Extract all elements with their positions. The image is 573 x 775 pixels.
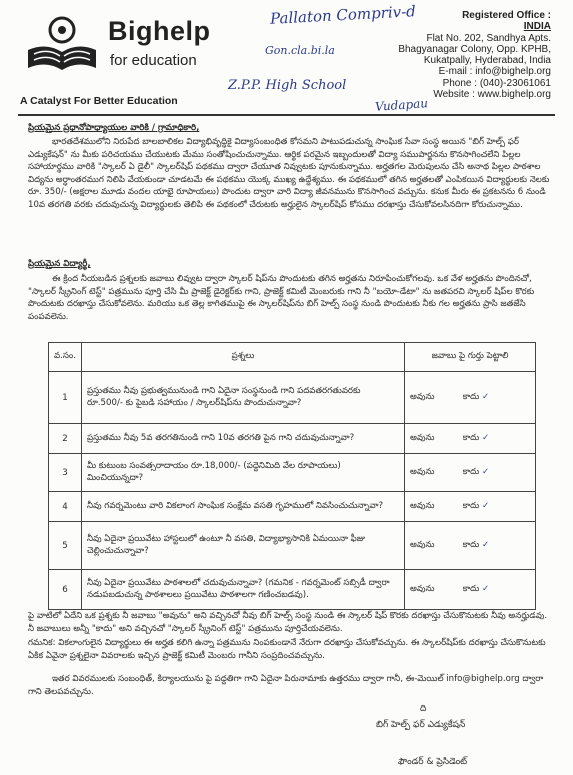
column-header-no: వ.సం. bbox=[49, 343, 82, 372]
office-line: Kukatpally, Hyderabad, India bbox=[423, 55, 551, 67]
tick-mark-icon: ✓ bbox=[481, 500, 490, 511]
tagline: A Catalyst For Better Education bbox=[20, 95, 178, 107]
signature-role: ఫౌండర్ & ప్రెసిడెంట్ bbox=[398, 757, 468, 767]
table-row bbox=[49, 372, 536, 424]
row-question: నీవు ఏదైనా ప్రయివేటు పాఠశాలలో చదువుచున్నావా? (గమనిక - గవర్నమెంట్ సబ్సిడీ ద్వారా నడుపబడుచున్న పాఠశాలలు ప్రయివేటు పాఠశాలగా గణించబడవు). bbox=[81, 570, 404, 610]
table-row bbox=[49, 424, 536, 454]
instructions-paragraph: ఈ క్రింద నీయబడిన ప్రశ్నలకు జవాబు లివ్వుట ద్వారా స్కాలర్ షిప్‌ను పొందుటకు తగిన అర్హతను నిరూపించుకోగలవు. ఒక వేళ అర్హతను పొందినచో, "స్కాలర్ స్క్రీనింగ్ టెస్ట్" పత్రమును పూర్తి చేసి మీ ప్రాజెక్ట్ డైరెక్టర్‌కు గాని, ప్రాజెక్ట్ కమిటీ మెంబరుకు గాని నీ "బయో-డేటా" ను జతపరచి స్కాలర్ షిప్‌ల కొరకు పొందుటకు దరఖాస్తు చేసుకోవలెను. మరియు ఒక తెల్ల కాగితముపై ఈ స్కాలర్‌షిప్‌ను బిగ్ హెల్ప్ సంస్థ నుండి పొందుటకు నీకు గల అర్హతను ప్రాసి జతజేసి పంపవలెను. bbox=[28, 274, 535, 322]
eligibility-table bbox=[48, 342, 536, 610]
tick-mark-icon: ✓ bbox=[481, 391, 490, 402]
row-number: 6 bbox=[49, 570, 82, 610]
answer-cell bbox=[405, 372, 536, 424]
office-website: Website : www.bighelp.org bbox=[433, 89, 551, 101]
registered-office bbox=[351, 10, 551, 100]
row-number: 5 bbox=[49, 522, 82, 570]
office-line: Bhagyanagar Colony, Opp. KPHB, bbox=[398, 43, 551, 55]
answer-cell bbox=[405, 454, 536, 492]
salutation-student bbox=[28, 258, 553, 271]
answer-cell bbox=[405, 522, 536, 570]
office-country: INDIA bbox=[523, 21, 551, 33]
answer-no[interactable]: కాదు bbox=[462, 539, 480, 550]
table-row bbox=[49, 492, 536, 522]
answer-no[interactable]: కాదు bbox=[462, 466, 480, 477]
office-line: Flat No. 202, Sandhya Apts. bbox=[426, 32, 551, 44]
tick-mark-icon: ✓ bbox=[481, 432, 490, 443]
brand-subtitle: for education bbox=[110, 52, 197, 69]
office-email: E-mail : info@bighelp.org bbox=[438, 66, 551, 78]
intro-paragraph: భారతదేశములోని నిరుపేద బాలబాలికల విద్యాభివృద్ధికై విద్యాసంబంధిత కోసమని పాటుపడుచున్న సాంఘిక సేవా సంస్థ అయిన "బిగ్ హెల్ప్ ఫర్ ఎడ్యుకేషన్" ను మీకు పరిచయము చేయుటకు మేము సంతోషించుచున్నాము. ఆర్థిక పరమైన ఇబ్బందులతో విద్యా సముపార్జనను కొనసాగించలేని పిల్లల సహాయార్థము వారికి "స్కాలర్ ఏ డైలీ" స్కాలర్‌షిప్ పథకము ద్వారా చేయూత నివ్వుటకు పూనుకున్నాము. అర్హతగల మెరుపులను చేసి అనాథ పిల్లల పాఠశాల విద్యను అర్ధాంతరముగ నిలిపి వేయకుండా చూడటమే ఈ పథకము యొక్క ముఖ్య ఉద్దేశ్యము. ఈ పథకములో తగిన అర్హతలతో ఎంపికయిన విద్యార్థులకు నెలకు రూ. 350/- (అక్షరాల మూడు వందల యాభై రూపాయలు) పొందుట ద్వారా వారి విద్యా జీవనమును కొనసాగించ వచ్చును. కనుక మీరు ఈ ప్రకటనను 6 నుండి 10వ తరగతి వరకు చదువుచున్న విద్యార్థులకు తెలిపి ఈ పథకంలో చేరుటకు అర్హులైన స్కాలర్‌షిప్ కోసము దరఖాస్తు చేసుకోవలసినదిగా కోరుచున్నాము. bbox=[28, 137, 550, 210]
salutation-text: ప్రియమైన విద్యార్థీ, bbox=[28, 259, 91, 269]
column-header-question: ప్రశ్నలు bbox=[81, 343, 404, 372]
salutation-principal bbox=[28, 122, 553, 135]
tick-mark-icon: ✓ bbox=[481, 539, 490, 550]
answer-no[interactable]: కాదు bbox=[462, 391, 480, 402]
office-phone: Phone : (040)-23061061 bbox=[442, 77, 551, 89]
row-number: 1 bbox=[49, 372, 82, 424]
answer-yes[interactable]: అవును bbox=[410, 391, 435, 402]
answer-yes[interactable]: అవును bbox=[410, 432, 435, 443]
table-row bbox=[49, 522, 536, 570]
handwritten-note: Pallaton Compriv-d bbox=[269, 2, 417, 28]
signature-org: బిగ్ హెల్ప్ ఫర్ ఎడ్యుకేషన్ bbox=[376, 720, 466, 730]
tick-mark-icon: ✓ bbox=[481, 583, 490, 594]
row-number: 2 bbox=[49, 424, 82, 454]
handwritten-note: Gon.cla.bi.la bbox=[265, 44, 335, 57]
row-number: 4 bbox=[49, 492, 82, 522]
answer-no[interactable]: కాదు bbox=[462, 500, 480, 511]
row-question: మీ కుటుంబ సంవత్సరాదాయం రూ.18,000/- (పద్దెనిమిది వేల రూపాయలు) మించియున్నదా? bbox=[81, 454, 404, 492]
answer-yes[interactable]: అవును bbox=[410, 583, 435, 594]
brand-name: Bighelp bbox=[108, 16, 211, 46]
answer-cell bbox=[405, 492, 536, 522]
row-question: నీవు ఏదైనా ప్రయివేటు హాస్టలులో ఉంటూ నీ వసతి, విద్యాభ్యాసానికి ఏమయినా ఫీజు చెల్లించుచున్నావా? bbox=[81, 522, 404, 570]
answer-yes[interactable]: అవును bbox=[410, 500, 435, 511]
handwritten-note: Vudapau bbox=[374, 96, 429, 114]
tick-mark-icon: ✓ bbox=[481, 466, 490, 477]
row-question: నీవు గవర్నమెంటు వారి వికలాంగ సాంఘిక సంక్షేమ వసతి గృహములో నివసించుచున్నావా? bbox=[81, 492, 404, 522]
answer-cell bbox=[405, 424, 536, 454]
table-row bbox=[49, 570, 536, 610]
table-header-row bbox=[49, 343, 536, 372]
row-question: ప్రస్తుతము నీవు ప్రభుత్వమునుండి గాని ఏదైనా సంస్థనుండి గాని పదవతరగతువరకు రూ.500/- కు పైబడి సహాయం / స్కాలర్‌షిప్‌ను పొందుచున్నావా? bbox=[81, 372, 404, 424]
answer-no[interactable]: కాదు bbox=[462, 583, 480, 594]
contact-paragraph: ఇతర వివరములకు సంబంధిత్, కిర్యాలయును పై పద్దతిగా గాని ఏదైనా పిరునామాకు ఉత్తరము ద్వారా గానీ, ఈ-మెయిల్ info@bighelp.org ద్వారా గాని తెలపవచ్చును. bbox=[28, 674, 544, 697]
signature-mark: ది bbox=[420, 704, 427, 714]
answer-cell bbox=[405, 570, 536, 610]
salutation-text: ప్రియమైన ప్రధానోపాధ్యాయుల వారికి / గ్రామాధికారి, bbox=[28, 123, 200, 133]
eligibility-paragraph: పై వాటిలో ఏదేని ఒక ప్రశ్నకు నీ జవాబు "అవును" అని వచ్చినచో నీవు బిగ్ హెల్ప్ సంస్థ నుండి ఈ స్కాలర్ షిప్ కొరకు దరఖాస్తు చేసుకొనుటకు నీవు అనర్హుడవు. నీ జవాబులు అన్నీ "కాదు" అని వచ్చినచో "స్కాలర్ స్క్రీనింగ్ టెస్ట్" పత్రమును పూర్తిచేయవలెను. bbox=[28, 611, 548, 634]
row-number: 3 bbox=[49, 454, 82, 492]
column-header-answer: జవాబు పై గుర్తు పెట్టాలి bbox=[405, 343, 536, 372]
answer-no[interactable]: కాదు bbox=[462, 432, 480, 443]
handwritten-note: Z.P.P. High School bbox=[228, 78, 347, 93]
office-title: Registered Office : bbox=[462, 10, 551, 21]
answer-yes[interactable]: అవును bbox=[410, 539, 435, 550]
answer-yes[interactable]: అవును bbox=[410, 466, 435, 477]
note-paragraph: గమనిక: వికలాంగులైన విద్యార్థులు ఈ అర్హత కలిగి ఉన్నా పత్రమును నింపకుండానే నేరుగా దరఖాస్తు చేసుకోవచ్చును. ఈ స్కాలర్‌షిప్‌కు దరఖాస్తు చేసుకొనుటకు ఏకిక ఏవైనా ప్రశ్నలైనా వివరాలకు ఇచ్చిన ప్రాజెక్ట్ కమిటీ మెంబరు గానీని సంప్రదించవచ్చును. bbox=[28, 638, 546, 661]
header-divider bbox=[18, 114, 555, 116]
bighelp-logo-icon bbox=[22, 10, 102, 80]
table-row bbox=[49, 454, 536, 492]
row-question: ప్రస్తుతము నీవు 5వ తరగతినుండి గాని 10వ తరగతి పైన గాని చదువుచున్నావా? bbox=[81, 424, 404, 454]
